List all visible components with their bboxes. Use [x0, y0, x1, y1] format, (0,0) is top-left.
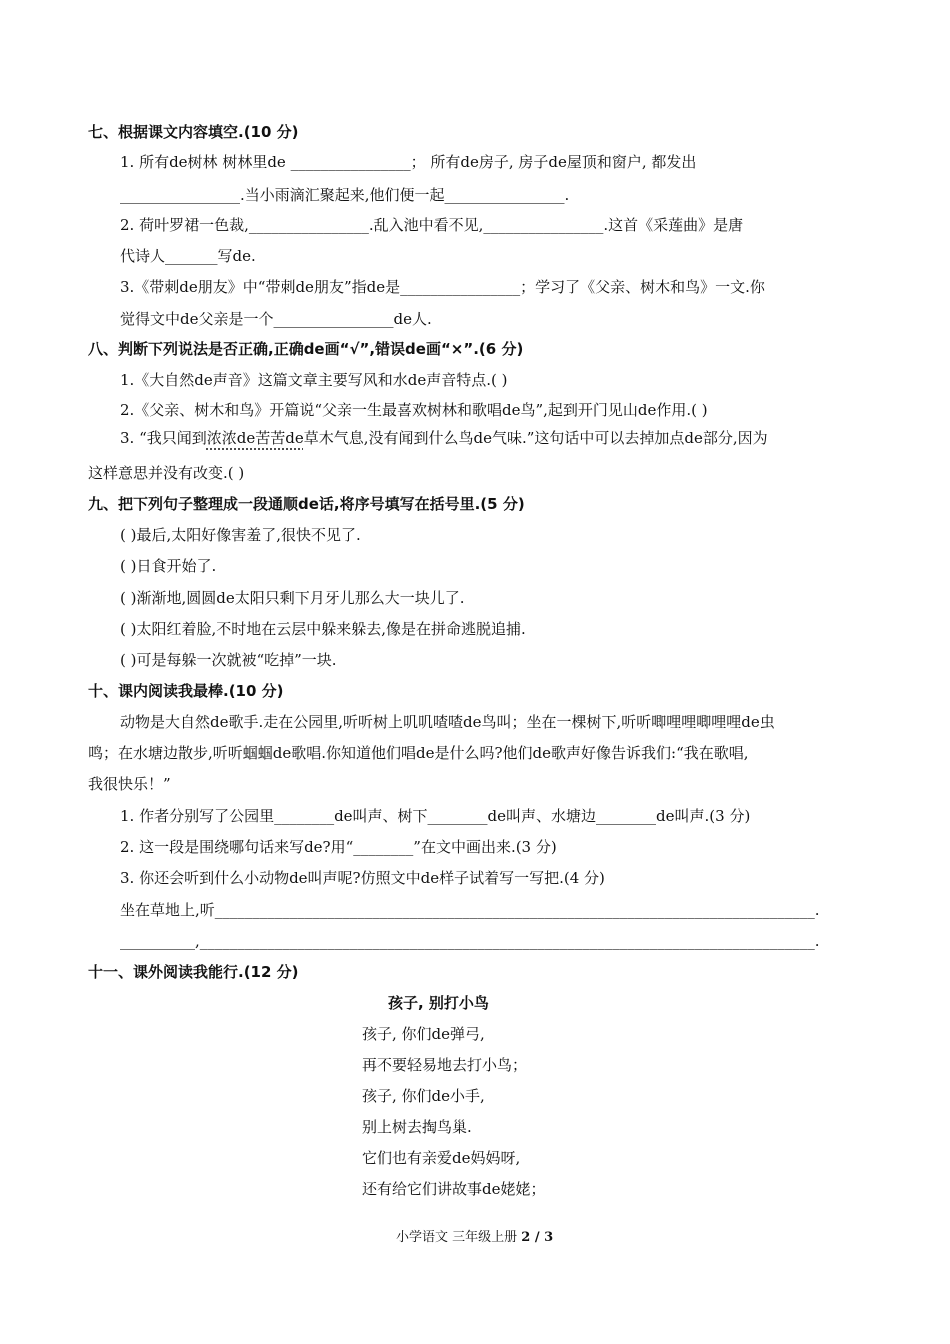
sec7-q1-line1: 1. 所有de树林 树林里de ________________； 所有de房子, 房子de屋顶和窗户, 都发出	[120, 153, 697, 171]
sec9-item: ( )渐渐地,圆圆de太阳只剩下月牙儿那么大一块儿了.	[120, 589, 465, 607]
sec10-q1: 1. 作者分别写了公园里________de叫声、树下________de叫声、水塘边________de叫声.(3 分)	[120, 807, 751, 825]
sec8-q3-dotted-phrase: 浓浓de苦苦de	[206, 429, 304, 447]
sec7-q1-line2: ________________.当小雨滴汇聚起来,他们便一起________________.	[120, 186, 570, 204]
poem-line: 它们也有亲爱de妈妈呀,	[362, 1149, 521, 1167]
sec10-passage-line2: 鸣；在水塘边散步,听听蝈蝈de歌唱.你知道他们唱de是什么吗?他们de歌声好像告诉我们:“我在歌唱,	[88, 744, 749, 762]
sec9-item: ( )可是每躲一次就被“吃掉”一块.	[120, 651, 337, 669]
section-7-heading: 七、根据课文内容填空.(10 分)	[88, 123, 299, 141]
poem-line: 孩子, 你们de小手,	[362, 1087, 485, 1105]
sec9-item: ( )太阳红着脸,不时地在云层中躲来躲去,像是在拼命逃脱追捕.	[120, 620, 526, 638]
sec7-q3-line2: 觉得文中de父亲是一个________________de人.	[120, 310, 432, 328]
poem-title: 孩子, 别打小鸟	[388, 994, 489, 1012]
sec7-q3-line1: 3.《带刺de朋友》中“带刺de朋友”指de是________________；学习了《父亲、树木和鸟》一文.你	[120, 278, 765, 296]
sec7-q2-line2: 代诗人_______写de.	[120, 247, 256, 265]
section-8-heading: 八、判断下列说法是否正确,正确de画“√”,错误de画“×”.(6 分)	[88, 340, 524, 358]
section-11-heading: 十一、课外阅读我能行.(12 分)	[88, 963, 299, 981]
footer-page-number: 2 / 3	[521, 1230, 554, 1245]
poem-line: 别上树去掏鸟巢.	[362, 1118, 472, 1136]
sec8-q3-pre: 3. “我只闻到	[120, 429, 207, 447]
sec10-passage-line3: 我很快乐！”	[88, 775, 171, 793]
poem-line: 再不要轻易地去打小鸟；	[362, 1056, 528, 1074]
section-10-heading: 十、课内阅读我最棒.(10 分)	[88, 682, 284, 700]
sec8-q1: 1.《大自然de声音》这篇文章主要写风和水de声音特点.( )	[120, 371, 508, 389]
sec8-q3-line1	[120, 428, 768, 448]
sec10-answer-line1: 坐在草地上,听________________________________________________________________________________.	[120, 901, 820, 919]
footer-subject: 小学语文 三年级上册	[396, 1230, 518, 1245]
page-footer	[396, 1228, 553, 1248]
poem-line: 还有给它们讲故事de姥姥；	[362, 1180, 546, 1198]
section-9-heading: 九、把下列句子整理成一段通顺de话,将序号填写在括号里.(5 分)	[88, 495, 525, 513]
poem-line: 孩子, 你们de弹弓,	[362, 1025, 485, 1043]
sec8-q3-line2: 这样意思并没有改变.( )	[88, 464, 245, 482]
sec9-item: ( )最后,太阳好像害羞了,很快不见了.	[120, 526, 361, 544]
sec10-q2: 2. 这一段是围绕哪句话来写de?用“________”在文中画出来.(3 分)	[120, 838, 557, 856]
sec7-q2-line1: 2. 荷叶罗裙一色裁,________________.乱入池中看不见,________________.这首《采莲曲》是唐	[120, 216, 744, 234]
sec8-q2: 2.《父亲、树木和鸟》开篇说“父亲一生最喜欢树林和歌唱de鸟”,起到开门见山de作用.( )	[120, 401, 708, 419]
sec8-q3-post: 草木气息,没有闻到什么鸟de气味.”这句话中可以去掉加点de部分,因为	[303, 429, 768, 447]
sec10-answer-line2: __________,__________________________________________________________________________________.	[120, 932, 820, 950]
sec9-item: ( )日食开始了.	[120, 557, 217, 575]
sec10-passage-line1: 动物是大自然de歌手.走在公园里,听听树上叽叽喳喳de鸟叫；坐在一棵树下,听听唧哩哩唧哩哩de虫	[120, 713, 775, 731]
sec10-q3: 3. 你还会听到什么小动物de叫声呢?仿照文中de样子试着写一写把.(4 分)	[120, 869, 605, 887]
